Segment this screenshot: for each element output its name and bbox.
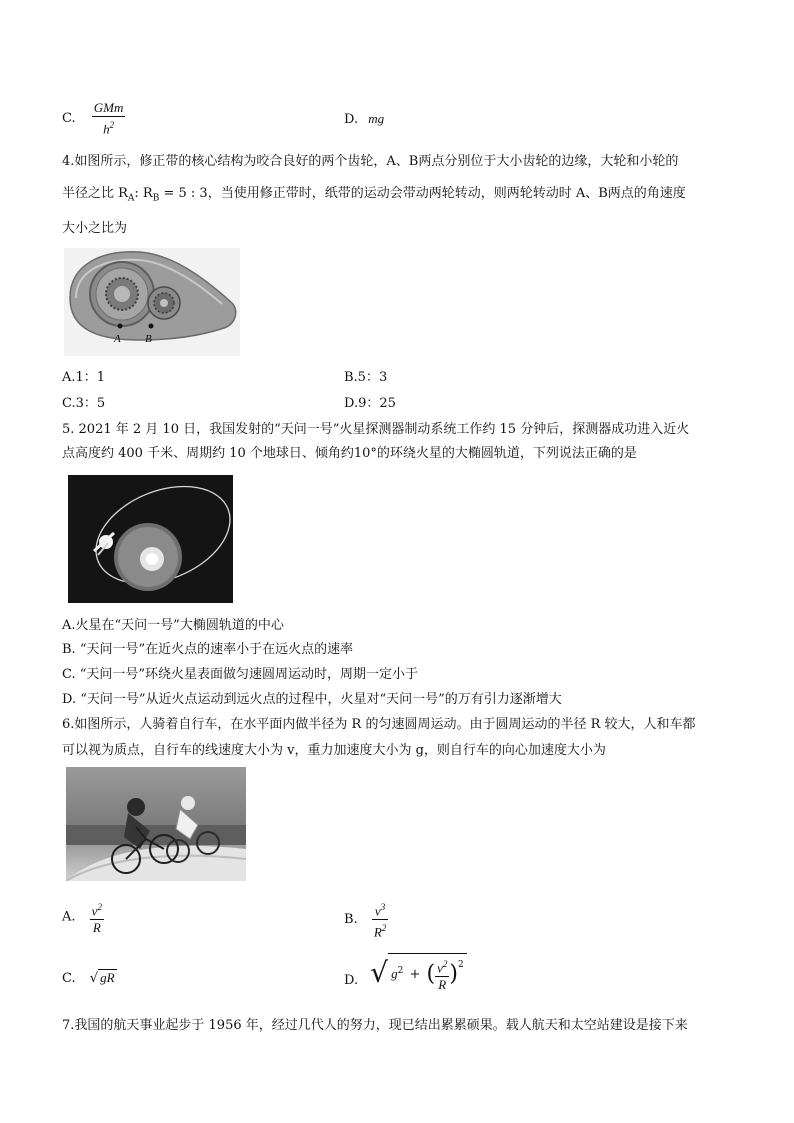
q5-stem-line1: 5. 2021 年 2 月 10 日，我国发射的“天问一号”火星探测器制动系统工作约 15 分钟后，探测器成功进入近火	[62, 422, 690, 437]
q3-option-d-value: mg	[368, 111, 385, 126]
q4-correction-tape-figure	[64, 248, 240, 356]
q5-orbit-figure	[68, 475, 233, 603]
q4-figure-label-b: B	[145, 333, 152, 345]
q4-stem-line1: 4.如图所示，修正带的核心结构为咬合良好的两个齿轮，A、B两点分别位于大小齿轮的边缘，大轮和小轮的	[62, 154, 679, 169]
q6-stem-line2: 可以视为质点，自行车的线速度大小为 v，重力加速度大小为 g，则自行车的向心加速度大小为	[62, 743, 606, 758]
q6-option-b-fraction: $\frac{v^3}{R^2}$	[372, 899, 388, 941]
q3-option-c	[62, 100, 125, 137]
q5-stem-line2: 点高度约 400 千米、周期约 10 个地球日、倾角约10°的环绕火星的大椭圆轨道，下列说法正确的是	[62, 446, 637, 461]
q6-option-d	[344, 953, 467, 993]
q4-figure-label-a: A	[114, 333, 121, 345]
q6-cyclist-figure	[66, 767, 246, 881]
q5-option-b: B. “天问一号”在近火点的速率小于在远火点的速率	[62, 642, 354, 657]
q4-option-a: A.1：1	[62, 370, 106, 385]
q6-option-c-label: C.	[62, 971, 76, 986]
q5-option-d: D. “天问一号”从近火点运动到远火点的过程中，火星对“天问一号”的万有引力逐渐增大	[62, 692, 562, 707]
q6-option-b	[344, 899, 388, 941]
q4-stem-line2: 半径之比 $R_A$: $R_B = 5$ : 3，当使用修正带时，纸带的运动会带动两轮转动，则两轮转动时 A、B两点的角速度	[62, 186, 686, 204]
q6-option-d-radical: √ $g^2$ + ( $\frac{v^2}{R}$ )$^2$	[370, 953, 466, 993]
q4-option-b: B.5：3	[344, 370, 388, 385]
q7-stem-line1: 7.我国的航天事业起步于 1956 年，经过几代人的努力，现已结出累累硕果。载人航天和太空站建设是接下来	[62, 1018, 688, 1033]
q4-option-c: C.3：5	[62, 396, 106, 411]
q3-option-c-numerator: GMm	[93, 100, 124, 115]
q3-option-c-fraction	[92, 100, 126, 137]
q6-option-a	[62, 899, 104, 936]
q6-option-d-label: D.	[344, 973, 359, 989]
q6-option-c	[62, 969, 117, 988]
q3-option-c-denominator: $h^2$	[103, 120, 115, 137]
q4-stem-line3: 大小之比为	[62, 221, 128, 236]
q6-option-b-label: B.	[344, 911, 358, 927]
q6-option-c-radical: √ gR	[89, 970, 115, 986]
q3-option-d-label: D.	[344, 112, 359, 127]
q3-option-d	[344, 110, 384, 129]
q4-option-d: D.9：25	[344, 396, 396, 411]
q5-option-c: C. “天问一号”环绕火星表面做匀速圆周运动时，周期一定小于	[62, 667, 419, 682]
q6-option-a-fraction: $\frac{v^2}{R}$	[90, 899, 104, 936]
q3-option-c-label: C.	[62, 111, 76, 127]
q5-option-a: A.火星在“天问一号”大椭圆轨道的中心	[62, 618, 284, 633]
q6-option-a-label: A.	[62, 909, 76, 925]
q6-stem-line1: 6.如图所示，人骑着自行车，在水平面内做半径为 R 的匀速圆周运动。由于圆周运动的半径 R 较大，人和车都	[62, 717, 696, 732]
